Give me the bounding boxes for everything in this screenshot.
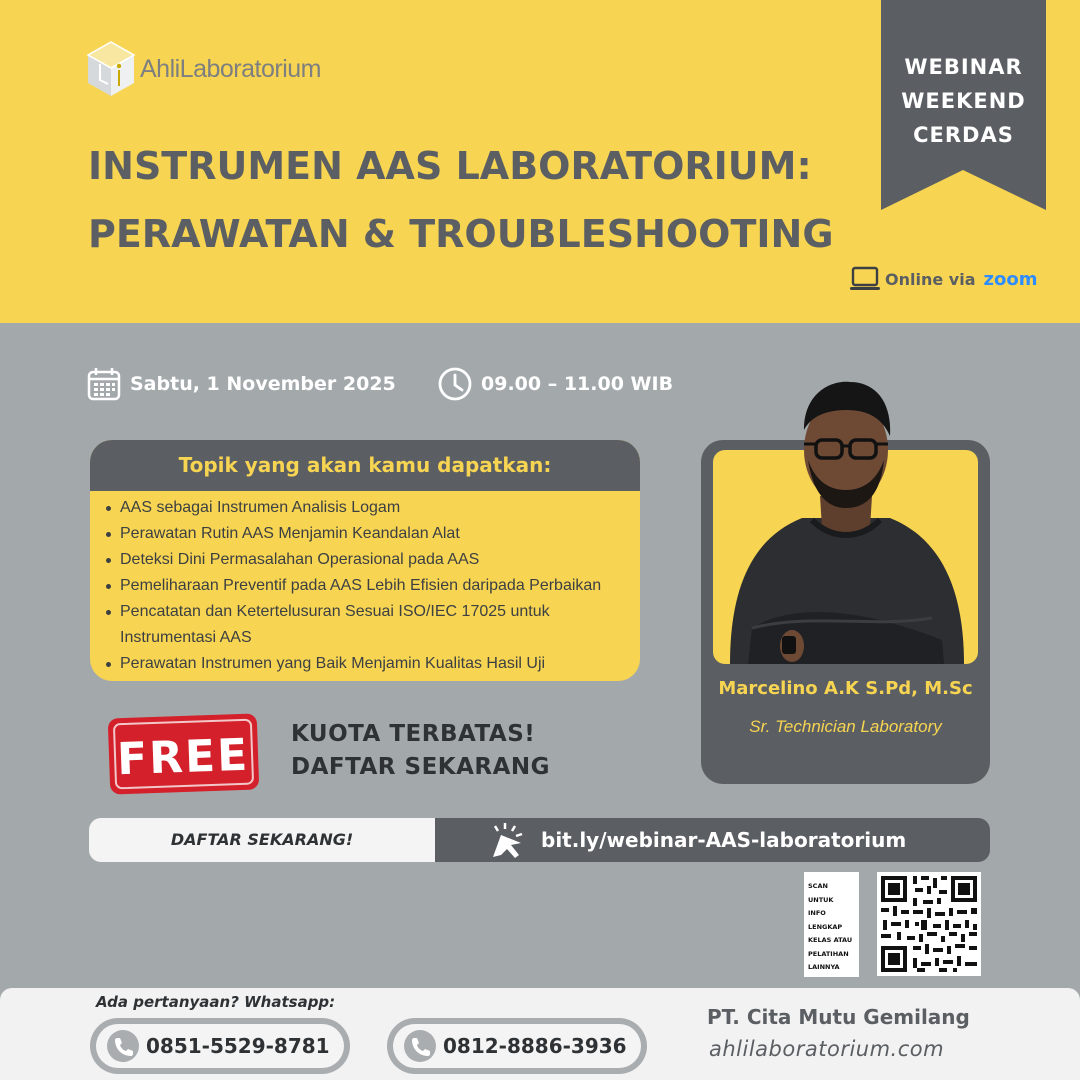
scan-line: SCAN	[808, 882, 828, 890]
whatsapp-button-1-inner[interactable]	[96, 1024, 344, 1068]
whatsapp-button-2-inner[interactable]	[393, 1024, 641, 1068]
logo-cube-icon	[86, 40, 136, 98]
phone-icon	[403, 1029, 437, 1063]
click-cursor-icon	[487, 821, 527, 859]
quota-line-2: DAFTAR SEKARANG	[291, 754, 551, 780]
company-name: PT. Cita Mutu Gemilang	[707, 1005, 970, 1029]
topic-item: Pemeliharaan Preventif pada AAS Lebih Efisien daripada Perbaikan	[104, 573, 630, 599]
laptop-icon	[849, 266, 881, 292]
page-title	[88, 132, 868, 268]
event-date	[86, 366, 396, 402]
clock-icon	[437, 366, 473, 402]
qr-code[interactable]	[877, 872, 981, 976]
ribbon-line-3: CERDAS	[913, 123, 1014, 147]
topic-item: Deteksi Dini Permasalahan Operasional pada AAS	[104, 547, 630, 573]
ribbon-line-1: WEBINAR	[904, 55, 1023, 79]
scan-instructions	[804, 872, 859, 977]
whatsapp-number-1[interactable]: 0851-5529-8781	[146, 1034, 330, 1058]
zoom-logo: zoom	[983, 268, 1038, 290]
scan-line: LAINNYA	[808, 963, 840, 971]
register-bar[interactable]	[89, 818, 990, 862]
scan-line: LENGKAP	[808, 922, 843, 931]
speaker-role: Sr. Technician Laboratory	[749, 717, 942, 736]
register-link[interactable]: bit.ly/webinar-AAS-laboratorium	[541, 828, 907, 852]
title-line-1: INSTRUMEN AAS LABORATORIUM:	[88, 144, 812, 188]
whatsapp-number-2[interactable]: 0812-8886-3936	[443, 1034, 627, 1058]
date-text: Sabtu, 1 November 2025	[130, 373, 396, 395]
topic-item: AAS sebagai Instrumen Analisis Logam	[104, 495, 630, 521]
scan-line: INFO	[808, 909, 826, 917]
brand-name: AhliLaboratorium	[140, 54, 321, 83]
topics-heading: Topik yang akan kamu dapatkan:	[90, 440, 640, 491]
ribbon-line-2: WEEKEND	[901, 89, 1026, 113]
whatsapp-prompt: Ada pertanyaan? Whatsapp:	[96, 993, 336, 1011]
online-badge	[849, 266, 1037, 292]
topic-item: Perawatan Rutin AAS Menjamin Keandalan Alat	[104, 521, 630, 547]
free-stamp-text: FREE	[116, 729, 251, 786]
event-time	[437, 366, 673, 402]
free-stamp	[105, 712, 262, 796]
time-text: 09.00 – 11.00 WIB	[481, 373, 674, 395]
scan-line: UNTUK	[808, 895, 834, 904]
webinar-ribbon	[881, 0, 1046, 210]
calendar-icon	[86, 366, 122, 402]
topics-list	[90, 491, 640, 677]
topic-item: Perawatan Instrumen yang Baik Menjamin Kualitas Hasil Uji	[104, 651, 630, 677]
speaker-photo	[712, 378, 980, 664]
quota-line-1: KUOTA TERBATAS!	[291, 721, 536, 747]
website-link[interactable]: ahlilaboratorium.com	[709, 1037, 945, 1061]
register-label[interactable]: DAFTAR SEKARANG!	[89, 818, 435, 862]
online-label: Online via	[885, 269, 976, 289]
speaker-name: Marcelino A.K S.Pd, M.Sc	[718, 678, 973, 699]
scan-line: KELAS ATAU	[808, 936, 853, 944]
topic-item: Pencatatan dan Ketertelusuran Sesuai ISO/IEC 17025 untuk Instrumentasi AAS	[104, 599, 630, 651]
whatsapp-button-1[interactable]	[90, 1018, 350, 1074]
scan-line: PELATIHAN	[808, 949, 849, 958]
title-line-2: PERAWATAN & TROUBLESHOOTING	[88, 212, 834, 256]
phone-icon	[106, 1029, 140, 1063]
brand-logo[interactable]	[86, 40, 321, 98]
register-link-area[interactable]	[435, 818, 990, 862]
quota-notice	[291, 718, 550, 784]
topics-card	[90, 440, 640, 681]
whatsapp-button-2[interactable]	[387, 1018, 647, 1074]
ribbon-text	[881, 50, 1046, 152]
